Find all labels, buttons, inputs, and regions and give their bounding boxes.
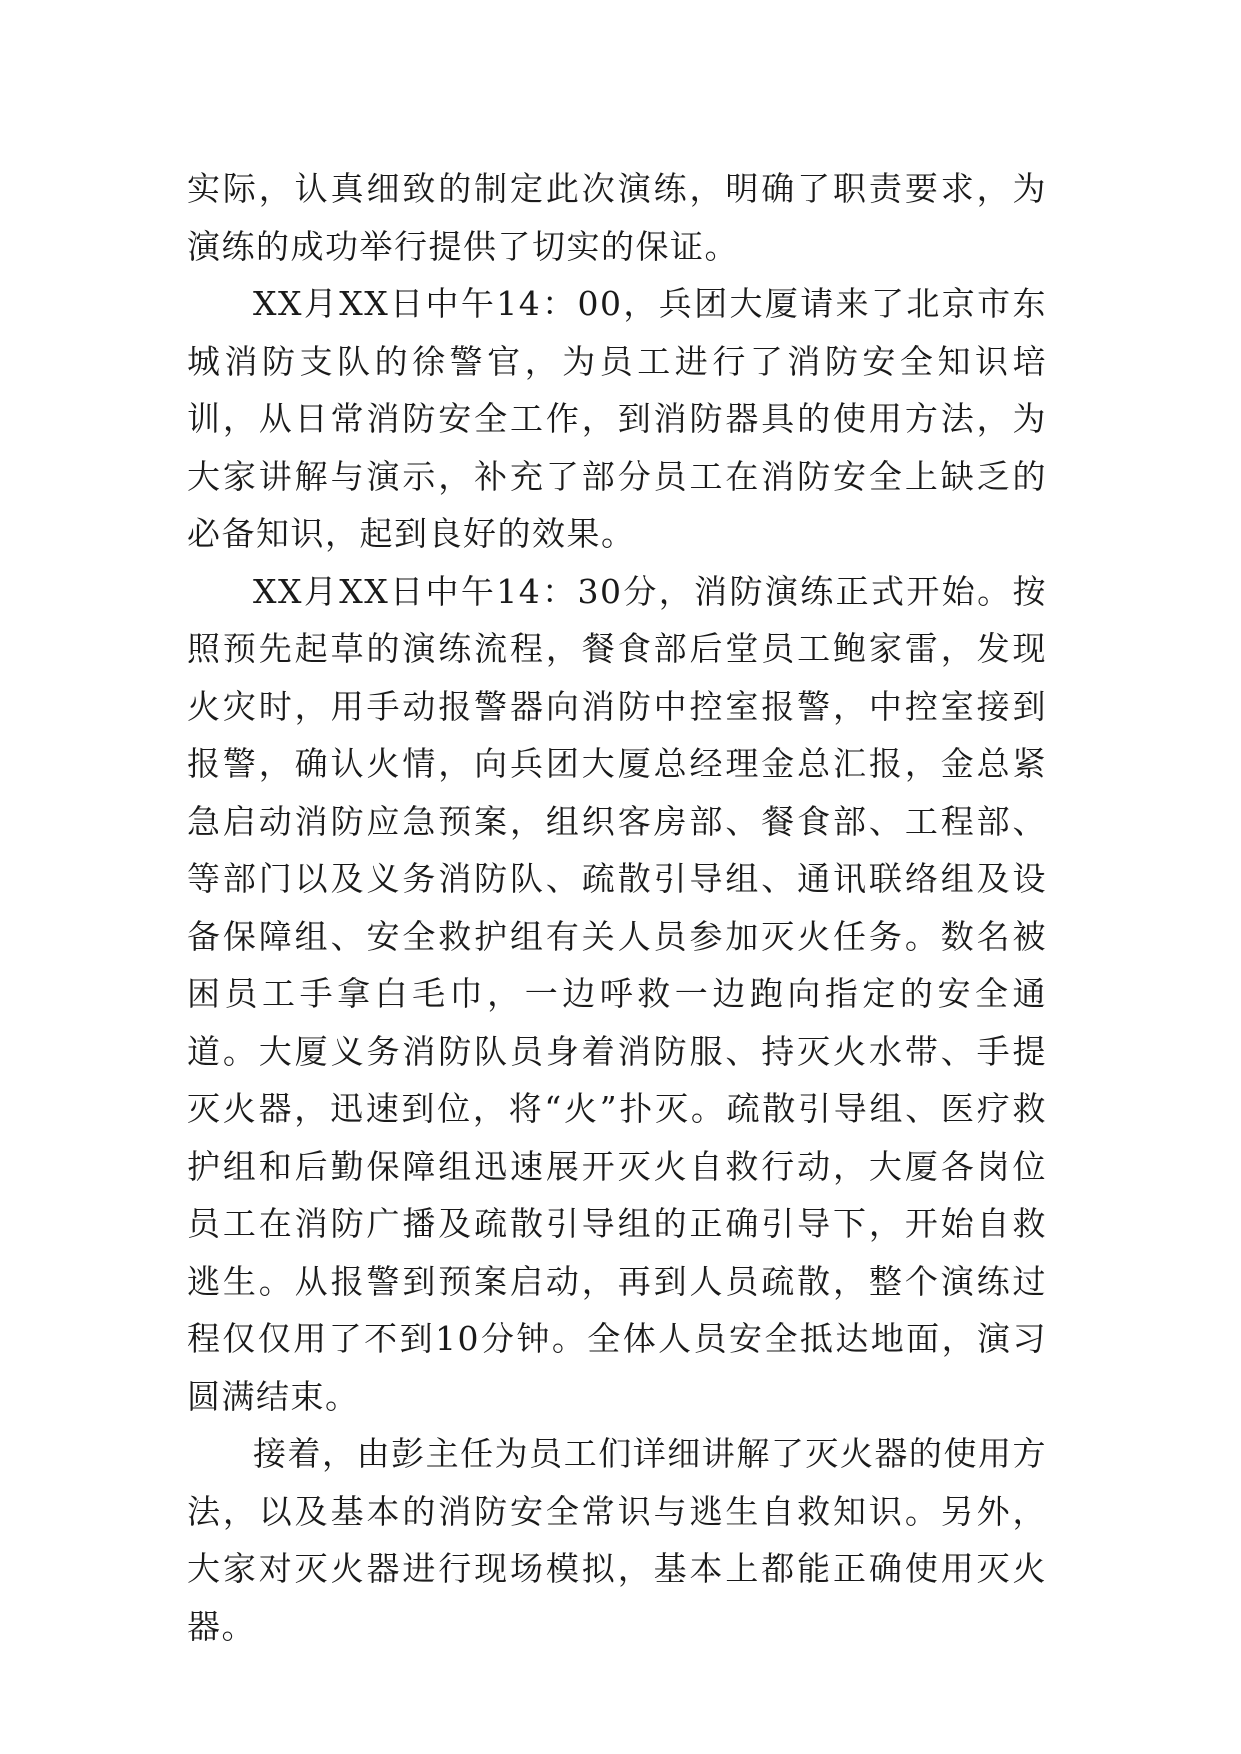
paragraph-3: XX月XX日中午14：30分，消防演练正式开始。按照预先起草的演练流程，餐食部后堂员工鲍家雷，发现火灾时，用手动报警器向消防中控室报警，中控室接到报警，确认火情，向兵团大厦总经理金总汇报，金总紧急启动消防应急预案，组织客房部、餐食部、工程部、等部门以及义务消防队、疏散引导组、通讯联络组及设备保障组、安全救护组有关人员参加灭火任务。数名被困员工手拿白毛巾，一边呼救一边跑向指定的安全通道。大厦义务消防队员身着消防服、持灭火水带、手提灭火器，迅速到位，将“火”扑灭。疏散引导组、医疗救护组和后勤保障组迅速展开灭火自救行动，大厦各岗位员工在消防广播及疏散引导组的正确引导下，开始自救逃生。从报警到预案启动，再到人员疏散，整个演练过程仅仅用了不到10分钟。全体人员安全抵达地面，演习圆满结束。 bbox=[187, 571, 1047, 1416]
paragraph-2: XX月XX日中午14：00，兵团大厦请来了北京市东城消防支队的徐警官，为员工进行了消防安全知识培训，从日常消防安全工作，到消防器具的使用方法，为大家讲解与演示，补充了部分员工在消防安全上缺乏的必备知识，起到良好的效果。 bbox=[187, 284, 1047, 553]
paragraph-4: 接着，由彭主任为员工们详细讲解了灭火器的使用方法，以及基本的消防安全常识与逃生自救知识。另外，大家对灭火器进行现场模拟，基本上都能正确使用灭火器。 bbox=[187, 1434, 1047, 1646]
paragraph-1: 实际，认真细致的制定此次演练，明确了职责要求，为演练的成功举行提供了切实的保证。 bbox=[187, 169, 1047, 266]
document-body bbox=[187, 160, 1047, 1655]
